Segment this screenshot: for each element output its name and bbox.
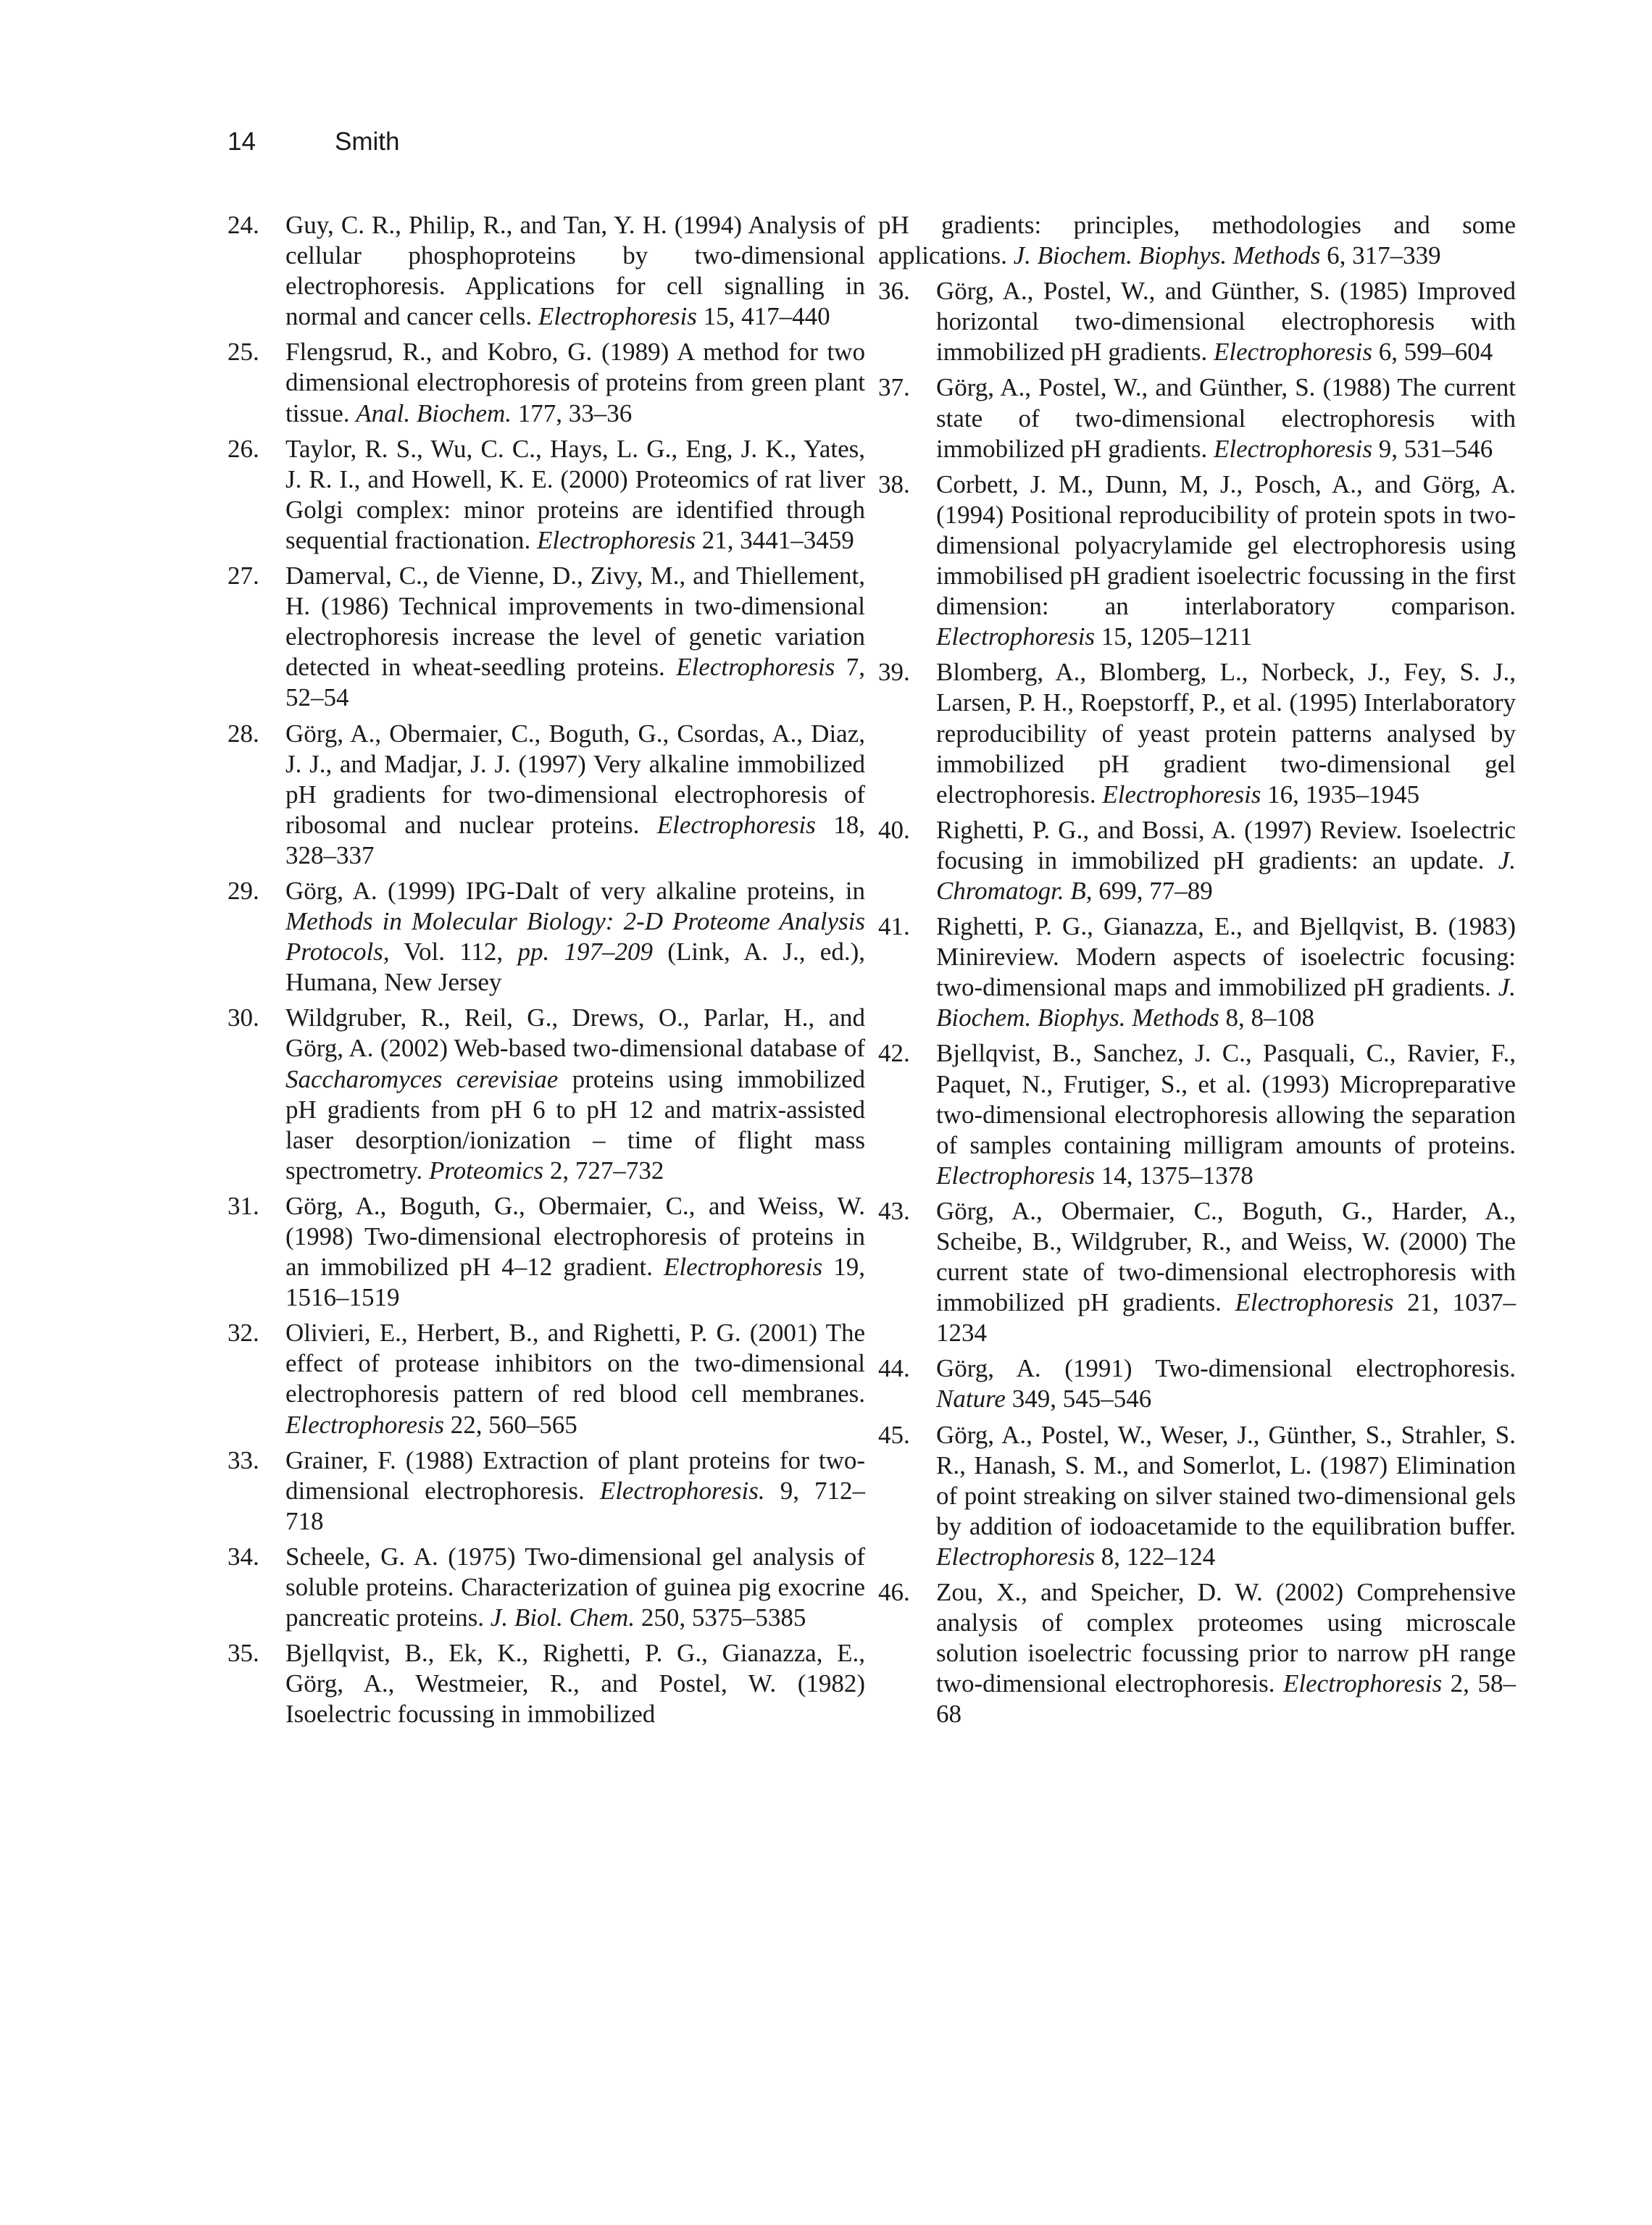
reference-entry [878, 911, 1516, 1033]
reference-text: Görg, A., Boguth, G., Obermaier, C., and Weiss, W. (1998) Two-dimensional electrophoresis of proteins in an immobilized pH 4–12 gradient. Electrophoresis 19, 1516–1519 [285, 1191, 866, 1312]
journal-name: Methods in Molecular Biology: 2-D Proteome Analysis Protocols, [285, 907, 865, 967]
reference-entry [228, 1445, 865, 1537]
reference-number: 44. [878, 1354, 910, 1383]
reference-text: Görg, A., Postel, W., and Günther, S. (1985) Improved horizontal two-dimensional electrophoresis with immobilized pH gradients. Electrophoresis 6, 599–604 [936, 277, 1516, 367]
reference-text: Damerval, C., de Vienne, D., Zivy, M., and Thiellement, H. (1986) Technical improvements in two-dimensional electrophoresis increase the level of genetic variation detected in wheat-seedling proteins. Electrophoresis 7, 52–54 [285, 562, 866, 712]
journal-name: Saccharomyces cerevisiae [285, 1064, 559, 1093]
reference-entry [228, 210, 865, 332]
reference-number: 36. [878, 277, 910, 306]
reference-text: Guy, C. R., Philip, R., and Tan, Y. H. (1994) Analysis of cellular phosphoproteins by two-dimensional electrophoresis. Applications for cell signalling in normal and cancer cells. Electrophoresis 15, 417–440 [285, 211, 865, 331]
reference-number: 28. [228, 719, 259, 748]
journal-name: Electrophoresis [536, 525, 696, 554]
reference-text: Bjellqvist, B., Sanchez, J. C., Pasquali, C., Ravier, F., Paquet, N., Frutiger, S., et al. (1993) Micropreparative two-dimensional electrophoresis allowing the separation of samples containing milligram amounts of proteins. Electrophoresis 14, 1375–1378 [936, 1039, 1516, 1190]
reference-text: Görg, A., Postel, W., Weser, J., Günther, S., Strahler, S. R., Hanash, S. M., and Somerlot, L. (1987) Elimination of point streaking on silver stained two-dimensional gels by addition of iodoacetamide to the equilibration buffer. Electrophoresis 8, 122–124 [936, 1420, 1516, 1571]
reference-number: 40. [878, 815, 910, 844]
reference-entry [228, 1318, 865, 1440]
reference-entry [228, 337, 865, 428]
reference-number: 35. [228, 1639, 259, 1668]
reference-text: Righetti, P. G., Gianazza, E., and Bjellqvist, B. (1983) Minireview. Modern aspects of isoelectric focusing: two-dimensional maps and immobilized pH gradients. J. Biochem. Biophys. Methods 8, 8–108 [936, 912, 1516, 1032]
reference-text: pH gradients: principles, methodologies and some applications. J. Biochem. Biophys. Methods 6, 317–339 [878, 211, 1516, 270]
reference-entry [228, 1003, 865, 1186]
journal-name: Nature [936, 1385, 1006, 1414]
reference-number: 39. [878, 658, 910, 687]
reference-number: 37. [878, 373, 910, 402]
reference-text: Görg, A., Obermaier, C., Boguth, G., Csordas, A., Diaz, J. J., and Madjar, J. J. (1997) Very alkaline immobilized pH gradients for two-dimensional electrophoresis of ribosomal and nuclear proteins. Electrophoresis 18, 328–337 [285, 719, 865, 869]
reference-text: Grainer, F. (1988) Extraction of plant proteins for two-dimensional electrophoresis. Electrophoresis. 9, 712–718 [285, 1445, 865, 1535]
journal-name: Electrophoresis [1213, 338, 1373, 367]
reference-entry [878, 1577, 1516, 1729]
reference-number: 30. [228, 1003, 259, 1032]
reference-text: Bjellqvist, B., Ek, K., Righetti, P. G., Gianazza, E., Görg, A., Westmeier, R., and Postel, W. (1982) Isoelectric focussing in immobilized [285, 1639, 865, 1729]
reference-entry [878, 1196, 1516, 1348]
journal-name: Electrophoresis [538, 302, 697, 331]
reference-number: 32. [228, 1319, 259, 1348]
reference-entry [878, 1038, 1516, 1190]
reference-entry [878, 469, 1516, 653]
reference-entry [878, 372, 1516, 464]
journal-name: Electrophoresis [1235, 1288, 1394, 1317]
reference-text: Olivieri, E., Herbert, B., and Righetti, P. G. (2001) The effect of protease inhibitors on the two-dimensional electrophoresis pattern of red blood cell membranes. Electrophoresis 22, 560–565 [285, 1319, 865, 1439]
reference-text: Görg, A. (1999) IPG-Dalt of very alkaline proteins, in Methods in Molecular Biology: 2-D Proteome Analysis Protocols, Vol. 112, pp. 197–209 (Link, A. J., ed.), Humana, New Jersey [285, 876, 865, 997]
reference-entry [878, 1353, 1516, 1414]
reference-text: Taylor, R. S., Wu, C. C., Hays, L. G., Eng, J. K., Yates, J. R. I., and Howell, K. E. (2000) Proteomics of rat liver Golgi complex: minor proteins are identified through sequential fractionation. Electrophoresis 21, 3441–3459 [285, 434, 865, 554]
reference-entry [878, 1420, 1516, 1572]
reference-continuation [878, 210, 1516, 271]
reference-number: 26. [228, 434, 259, 463]
journal-name: Electrophoresis [1102, 780, 1261, 809]
running-header [228, 129, 399, 154]
reference-entry [228, 876, 865, 998]
reference-text: Zou, X., and Speicher, D. W. (2002) Comprehensive analysis of complex proteomes using microscale solution isoelectric focussing prior to narrow pH range two-dimensional electrophoresis. Electrophoresis 2, 58–68 [936, 1578, 1516, 1729]
journal-name: J. Biol. Chem. [490, 1603, 635, 1632]
journal-name: Anal. Biochem. [356, 398, 512, 427]
reference-number: 42. [878, 1039, 910, 1068]
reference-number: 45. [878, 1420, 910, 1449]
reference-entry [228, 434, 865, 556]
reference-number: 29. [228, 876, 259, 905]
reference-number: 46. [878, 1578, 910, 1607]
reference-entry [228, 561, 865, 713]
reference-text: Flengsrud, R., and Kobro, G. (1989) A method for two dimensional electrophoresis of proteins from green plant tissue. Anal. Biochem. 177, 33–36 [285, 338, 865, 427]
reference-entry [228, 719, 865, 871]
reference-text: Righetti, P. G., and Bossi, A. (1997) Review. Isoelectric focusing in immobilized pH gradients: an update. J. Chromatogr. B, 699, 77–89 [936, 815, 1516, 905]
journal-name: J. Biochem. Biophys. Methods [936, 973, 1516, 1032]
journal-name: Electrophoresis [676, 653, 835, 682]
reference-number: 34. [228, 1542, 259, 1571]
reference-number: 38. [878, 469, 910, 498]
reference-text: Görg, A., Postel, W., and Günther, S. (1988) The current state of two-dimensional electrophoresis with immobilized pH gradients. Electrophoresis 9, 531–546 [936, 373, 1516, 463]
reference-number: 33. [228, 1445, 259, 1474]
reference-entry [878, 657, 1516, 809]
reference-column-left [228, 210, 865, 1735]
reference-text: Scheele, G. A. (1975) Two-dimensional gel analysis of soluble proteins. Characterization of guinea pig exocrine pancreatic proteins. J. Biol. Chem. 250, 5375–5385 [285, 1542, 865, 1632]
reference-number: 31. [228, 1191, 259, 1220]
journal-name: Electrophoresis [1213, 434, 1373, 463]
reference-text: Corbett, J. M., Dunn, M, J., Posch, A., and Görg, A. (1994) Positional reproducibility of protein spots in two-dimensional polyacrylamide gel electrophoresis using immobilised pH gradient isoelectric focussing in the first dimension: an interlaboratory comparison. Electrophoresis 15, 1205–1211 [936, 469, 1516, 651]
reference-column-right [878, 210, 1516, 1735]
journal-name: Electrophoresis [936, 622, 1096, 651]
reference-entry [228, 1542, 865, 1633]
journal-name: Electrophoresis [656, 810, 816, 839]
reference-entry [878, 276, 1516, 367]
journal-name: Electrophoresis [936, 1161, 1096, 1190]
journal-name: Electrophoresis. [599, 1476, 765, 1505]
reference-number: 41. [878, 912, 910, 941]
journal-name: J. Chromatogr. B, [936, 846, 1516, 905]
reference-number: 27. [228, 562, 259, 590]
reference-text: Blomberg, A., Blomberg, L., Norbeck, J., Fey, S. J., Larsen, P. H., Roepstorff, P., et al. (1995) Interlaboratory reproducibility of yeast protein patterns analysed by immobilized pH gradient two-dimensional gel electrophoresis. Electrophoresis 16, 1935–1945 [936, 658, 1516, 809]
reference-number: 24. [228, 211, 259, 239]
reference-number: 43. [878, 1196, 910, 1225]
journal-name: Electrophoresis [285, 1410, 445, 1439]
journal-name: Electrophoresis [664, 1253, 823, 1282]
reference-text: Görg, A., Obermaier, C., Boguth, G., Harder, A., Scheibe, B., Wildgruber, R., and Weiss, W. (2000) The current state of two-dimensional electrophoresis with immobilized pH gradients. Electrophoresis 21, 1037–1234 [936, 1196, 1516, 1348]
reference-entry [878, 815, 1516, 906]
journal-name: Electrophoresis [936, 1542, 1096, 1571]
reference-number: 25. [228, 338, 259, 367]
reference-entry [228, 1638, 865, 1729]
reference-text: Wildgruber, R., Reil, G., Drews, O., Parlar, H., and Görg, A. (2002) Web-based two-dimensional database of Saccharomyces cerevisiae proteins using immobilized pH gradients from pH 6 to pH 12 and matrix-assisted laser desorption/ionization – time of flight mass spectrometry. Proteomics 2, 727–732 [285, 1003, 865, 1185]
journal-name: Electrophoresis [1283, 1669, 1443, 1698]
reference-text: Görg, A. (1991) Two-dimensional electrophoresis. Nature 349, 545–546 [936, 1354, 1516, 1414]
running-head-author: Smith [335, 128, 400, 156]
page-number: 14 [228, 128, 256, 156]
reference-entry [228, 1191, 865, 1313]
